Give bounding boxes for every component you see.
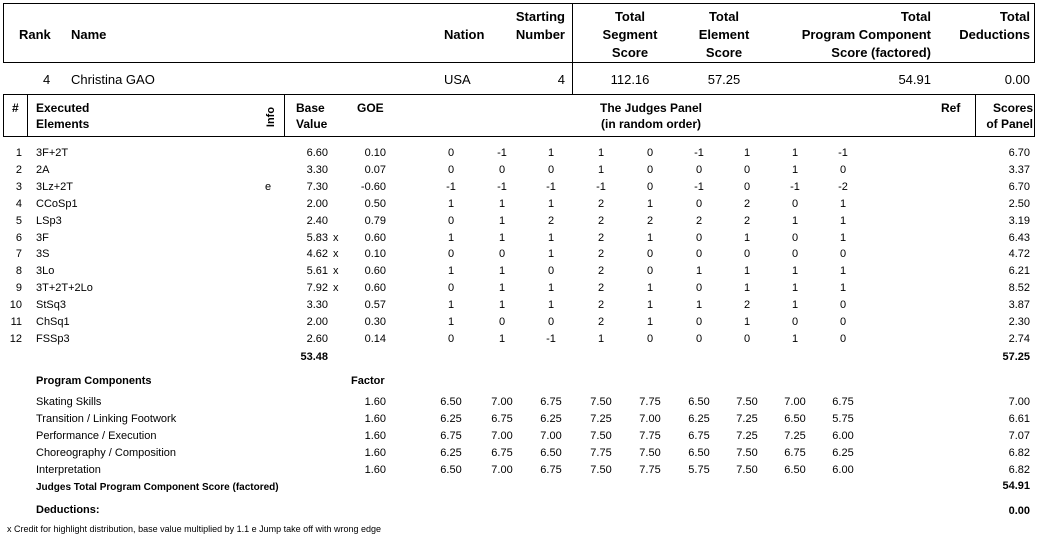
element-judge-score: 1 <box>791 265 799 278</box>
elements-col-divider-2 <box>284 94 285 137</box>
elements-col-divider-1 <box>27 94 28 137</box>
component-judge-score: 6.50 <box>688 396 710 408</box>
component-judge-score: 6.25 <box>440 413 462 425</box>
element-bonus-mark: x <box>333 248 339 261</box>
element-judge-score: 1 <box>498 231 506 244</box>
component-judge-score: 7.75 <box>639 464 661 476</box>
component-judge-score: 6.75 <box>540 396 562 408</box>
element-bonus-mark: x <box>333 265 339 278</box>
component-judge-score: 7.00 <box>491 430 513 442</box>
component-judge-score: 7.50 <box>590 464 612 476</box>
element-panel-score: 2.50 <box>1008 197 1030 210</box>
element-judge-score: 1 <box>791 214 799 227</box>
element-judge-score: 2 <box>547 214 555 227</box>
element-number: 9 <box>15 282 22 295</box>
element-panel-score: 6.43 <box>1008 231 1030 244</box>
executed-elements-header: Executed Elements <box>36 101 90 131</box>
element-judge-score: -2 <box>838 180 848 193</box>
component-judge-score: 7.00 <box>639 413 661 425</box>
component-factor: 1.60 <box>364 430 386 442</box>
component-judge-score: 5.75 <box>688 464 710 476</box>
component-judge-score: 6.75 <box>540 464 562 476</box>
component-judge-score: 6.75 <box>832 396 854 408</box>
element-judge-score: 1 <box>839 282 847 295</box>
element-judge-score: 1 <box>791 299 799 312</box>
element-judge-score: 0 <box>646 180 654 193</box>
element-judge-score: 2 <box>743 197 751 210</box>
element-judge-score: 1 <box>498 332 506 345</box>
component-judge-score: 6.75 <box>491 447 513 459</box>
goe-header: GOE <box>357 101 384 115</box>
component-judge-score: 6.25 <box>540 413 562 425</box>
element-judge-score: 2 <box>597 316 605 328</box>
component-judge-score: 6.50 <box>540 447 562 459</box>
pcs-total-value: 54.91 <box>1002 480 1030 492</box>
total-element-score-header: Total Element Score <box>698 9 750 60</box>
component-panel-score: 7.00 <box>1008 396 1030 408</box>
factor-header: Factor <box>351 375 385 387</box>
element-name: ChSq1 <box>36 316 70 328</box>
element-number: 1 <box>15 147 22 159</box>
element-panel-score: 6.21 <box>1008 265 1030 278</box>
element-name: 3T+2T+2Lo <box>36 282 93 295</box>
program-components-header: Program Components <box>36 375 152 387</box>
elements-score-total: 57.25 <box>1002 351 1030 363</box>
component-judge-score: 6.50 <box>784 413 806 425</box>
element-judge-score: 0 <box>646 147 654 159</box>
elements-col-divider-3 <box>975 94 976 137</box>
component-name: Skating Skills <box>36 396 102 408</box>
element-judge-score: 1 <box>791 282 799 295</box>
element-base-value: 2.00 <box>306 197 328 210</box>
component-judge-score: 7.25 <box>736 430 758 442</box>
element-judge-score: 0 <box>447 332 455 345</box>
skater-total-element-score: 57.25 <box>707 72 741 87</box>
element-judge-score: 1 <box>547 282 555 295</box>
element-name: 3Lo <box>36 265 55 278</box>
component-judge-score: 7.25 <box>590 413 612 425</box>
component-panel-score: 7.07 <box>1008 430 1030 442</box>
element-bonus-mark: x <box>333 282 339 295</box>
element-judge-score: 1 <box>743 282 751 295</box>
element-judge-score: 0 <box>791 316 799 328</box>
element-panel-score: 2.74 <box>1008 332 1030 345</box>
element-judge-score: 0 <box>547 316 555 328</box>
component-judge-score: 7.25 <box>784 430 806 442</box>
skater-starting-number: 4 <box>557 72 565 87</box>
element-name: StSq3 <box>36 299 66 312</box>
element-base-value: 7.30 <box>306 180 328 193</box>
rank-header: Rank <box>19 27 51 42</box>
element-panel-score: 6.70 <box>1008 180 1030 193</box>
nation-header: Nation <box>444 27 485 42</box>
element-judge-score: 0 <box>791 197 799 210</box>
element-judge-score: 1 <box>743 231 751 244</box>
pcs-total-label: Judges Total Program Component Score (factored) <box>36 482 279 493</box>
skater-total-pcs: 54.91 <box>898 72 931 87</box>
element-judge-score: 0 <box>695 163 703 176</box>
element-judge-score: 1 <box>646 299 654 312</box>
component-judge-score: 7.75 <box>639 396 661 408</box>
element-judge-score: 0 <box>447 214 455 227</box>
element-goe: 0.60 <box>364 282 386 295</box>
element-base-value: 3.30 <box>306 299 328 312</box>
element-judge-score: 0 <box>791 231 799 244</box>
element-judge-score: -1 <box>446 180 456 193</box>
element-judge-score: 1 <box>839 265 847 278</box>
element-judge-score: 0 <box>695 332 703 345</box>
component-factor: 1.60 <box>364 396 386 408</box>
element-base-value: 2.60 <box>306 332 328 345</box>
starting-number-header: Starting Number <box>515 9 565 42</box>
element-judge-score: 1 <box>597 163 605 176</box>
element-judge-score: 0 <box>646 163 654 176</box>
element-judge-score: 2 <box>597 214 605 227</box>
component-name: Choreography / Composition <box>36 447 177 459</box>
element-goe: 0.50 <box>364 197 386 210</box>
element-judge-score: 0 <box>743 180 751 193</box>
element-judge-score: 0 <box>839 316 847 328</box>
skater-nation: USA <box>444 72 471 87</box>
element-panel-score: 3.19 <box>1008 214 1030 227</box>
component-judge-score: 6.75 <box>688 430 710 442</box>
element-judge-score: 1 <box>447 197 455 210</box>
element-base-value: 2.00 <box>306 316 328 328</box>
element-name: 3F <box>36 231 49 244</box>
component-judge-score: 7.00 <box>491 396 513 408</box>
element-judge-score: 0 <box>743 163 751 176</box>
element-goe: 0.10 <box>364 248 386 261</box>
element-judge-score: 1 <box>447 316 455 328</box>
element-judge-score: 0 <box>743 332 751 345</box>
element-judge-score: 0 <box>791 248 799 261</box>
element-judge-score: 0 <box>646 265 654 278</box>
component-judge-score: 6.00 <box>832 464 854 476</box>
element-judge-score: 1 <box>743 147 751 159</box>
component-judge-score: 7.50 <box>639 447 661 459</box>
element-judge-score: 2 <box>597 248 605 261</box>
element-judge-score: 0 <box>839 299 847 312</box>
element-number-header: # <box>12 101 19 115</box>
element-base-value: 5.61 <box>306 265 328 278</box>
component-judge-score: 7.75 <box>590 447 612 459</box>
element-number: 12 <box>9 332 22 345</box>
element-judge-score: 1 <box>646 282 654 295</box>
element-judge-score: 1 <box>447 231 455 244</box>
component-judge-score: 6.50 <box>440 396 462 408</box>
element-goe: 0.10 <box>364 147 386 159</box>
element-judge-score: 1 <box>498 197 506 210</box>
element-panel-score: 6.70 <box>1008 147 1030 159</box>
skater-total-segment-score: 112.16 <box>610 72 650 87</box>
element-judge-score: 2 <box>743 214 751 227</box>
element-judge-score: 1 <box>498 299 506 312</box>
component-judge-score: 7.25 <box>736 413 758 425</box>
element-judge-score: 1 <box>646 197 654 210</box>
element-judge-score: 0 <box>839 163 847 176</box>
element-judge-score: -1 <box>694 180 704 193</box>
element-judge-score: 2 <box>597 299 605 312</box>
element-judge-score: 1 <box>498 265 506 278</box>
total-deductions-header: Total Deductions <box>959 9 1030 42</box>
element-number: 10 <box>9 299 22 312</box>
element-base-value: 5.83 <box>306 231 328 244</box>
element-judge-score: -1 <box>838 147 848 159</box>
element-judge-score: 0 <box>447 147 455 159</box>
element-judge-score: 0 <box>447 282 455 295</box>
component-judge-score: 7.00 <box>784 396 806 408</box>
element-judge-score: 1 <box>839 231 847 244</box>
total-segment-score-header: Total Segment Score <box>602 9 658 60</box>
element-number: 7 <box>15 248 22 261</box>
element-number: 11 <box>10 316 22 328</box>
element-judge-score: 2 <box>597 282 605 295</box>
skater-total-deductions: 0.00 <box>1004 72 1030 87</box>
component-judge-score: 7.75 <box>639 430 661 442</box>
component-judge-score: 7.50 <box>590 430 612 442</box>
element-judge-score: 0 <box>447 248 455 261</box>
element-judge-score: 2 <box>743 299 751 312</box>
element-number: 8 <box>15 265 22 278</box>
element-judge-score: 1 <box>547 147 555 159</box>
element-judge-score: 1 <box>597 332 605 345</box>
element-judge-score: -1 <box>546 332 556 345</box>
element-goe: 0.60 <box>364 265 386 278</box>
element-judge-score: 0 <box>839 248 847 261</box>
deductions-value: 0.00 <box>1008 505 1030 517</box>
element-judge-score: 2 <box>695 214 703 227</box>
elements-header-box <box>3 94 1035 137</box>
element-goe: 0.07 <box>364 163 386 176</box>
component-name: Interpretation <box>36 464 101 476</box>
footnote: x Credit for highlight distribution, base value multiplied by 1.1 e Jump take off with wrong edge <box>7 524 382 534</box>
element-bonus-mark: x <box>333 231 339 244</box>
deductions-label: Deductions: <box>36 504 100 516</box>
skater-rank: 4 <box>43 72 51 87</box>
element-goe: -0.60 <box>360 180 386 193</box>
component-name: Transition / Linking Footwork <box>36 413 177 425</box>
element-judge-score: -1 <box>497 180 507 193</box>
component-panel-score: 6.82 <box>1008 447 1030 459</box>
component-judge-score: 6.50 <box>784 464 806 476</box>
element-info: e <box>265 180 272 193</box>
element-base-value: 3.30 <box>306 163 328 176</box>
element-judge-score: 2 <box>597 265 605 278</box>
element-name: 3S <box>36 248 50 261</box>
element-number: 4 <box>15 197 22 210</box>
element-panel-score: 3.87 <box>1008 299 1030 312</box>
component-judge-score: 6.50 <box>688 447 710 459</box>
name-header: Name <box>71 27 107 42</box>
element-judge-score: -1 <box>694 147 704 159</box>
element-judge-score: 2 <box>646 214 654 227</box>
element-panel-score: 3.37 <box>1008 163 1030 176</box>
element-judge-score: 1 <box>839 214 847 227</box>
element-judge-score: -1 <box>790 180 800 193</box>
judges-panel-header: The Judges Panel (in random order) <box>599 101 703 131</box>
element-judge-score: 1 <box>791 332 799 345</box>
element-judge-score: 0 <box>839 332 847 345</box>
element-judge-score: 0 <box>498 316 506 328</box>
element-name: FSSp3 <box>36 332 70 345</box>
component-judge-score: 6.75 <box>784 447 806 459</box>
header-divider <box>572 3 573 94</box>
component-judge-score: 7.50 <box>590 396 612 408</box>
element-judge-score: 1 <box>695 299 703 312</box>
element-judge-score: -1 <box>546 180 556 193</box>
element-judge-score: 1 <box>743 265 751 278</box>
component-judge-score: 6.25 <box>832 447 854 459</box>
element-panel-score: 2.30 <box>1008 316 1030 328</box>
element-base-value: 2.40 <box>306 214 328 227</box>
element-name: CCoSp1 <box>36 197 78 210</box>
component-judge-score: 5.75 <box>832 413 854 425</box>
scores-of-panel-header: Scores of Panel <box>986 101 1033 131</box>
element-judge-score: 0 <box>498 248 506 261</box>
element-number: 6 <box>15 231 22 244</box>
element-judge-score: 0 <box>695 197 703 210</box>
element-judge-score: 1 <box>447 299 455 312</box>
element-number: 2 <box>15 163 22 176</box>
element-goe: 0.30 <box>364 316 386 328</box>
component-name: Performance / Execution <box>36 430 157 442</box>
element-name: 3Lz+2T <box>36 180 73 193</box>
skater-name: Christina GAO <box>71 72 155 87</box>
element-judge-score: 1 <box>547 231 555 244</box>
element-panel-score: 8.52 <box>1008 282 1030 295</box>
element-judge-score: 1 <box>498 282 506 295</box>
element-judge-score: 1 <box>791 147 799 159</box>
total-pcs-header: Total Program Component Score (factored) <box>801 9 931 60</box>
component-panel-score: 6.61 <box>1008 413 1030 425</box>
element-name: 2A <box>36 163 50 176</box>
ref-header: Ref <box>941 101 961 115</box>
element-judge-score: 0 <box>695 248 703 261</box>
component-judge-score: 7.00 <box>491 464 513 476</box>
element-number: 3 <box>15 180 22 193</box>
element-judge-score: 0 <box>695 316 703 328</box>
component-factor: 1.60 <box>364 447 386 459</box>
element-judge-score: 1 <box>547 197 555 210</box>
element-judge-score: 1 <box>791 163 799 176</box>
element-panel-score: 4.72 <box>1008 248 1030 261</box>
component-judge-score: 6.25 <box>688 413 710 425</box>
element-judge-score: 0 <box>743 248 751 261</box>
element-base-value: 7.92 <box>306 282 328 295</box>
element-goe: 0.57 <box>364 299 386 312</box>
element-name: 3F+2T <box>36 147 69 159</box>
element-judge-score: 1 <box>447 265 455 278</box>
element-judge-score: 1 <box>839 197 847 210</box>
element-base-value: 6.60 <box>306 147 328 159</box>
element-judge-score: 0 <box>547 163 555 176</box>
element-judge-score: 1 <box>597 147 605 159</box>
element-judge-score: 1 <box>547 299 555 312</box>
element-goe: 0.14 <box>364 332 386 345</box>
element-base-value: 4.62 <box>306 248 328 261</box>
element-name: LSp3 <box>36 214 62 227</box>
component-judge-score: 6.00 <box>832 430 854 442</box>
base-value-total: 53.48 <box>300 351 328 363</box>
element-judge-score: 0 <box>646 248 654 261</box>
element-goe: 0.60 <box>364 231 386 244</box>
element-judge-score: 1 <box>646 231 654 244</box>
element-goe: 0.79 <box>364 214 386 227</box>
component-panel-score: 6.82 <box>1008 464 1030 476</box>
element-judge-score: 2 <box>597 231 605 244</box>
element-judge-score: 0 <box>646 332 654 345</box>
component-judge-score: 6.75 <box>491 413 513 425</box>
component-factor: 1.60 <box>364 413 386 425</box>
element-judge-score: 2 <box>597 197 605 210</box>
component-judge-score: 6.75 <box>440 430 462 442</box>
element-judge-score: 1 <box>547 248 555 261</box>
element-judge-score: -1 <box>497 147 507 159</box>
element-judge-score: 0 <box>498 163 506 176</box>
element-judge-score: 0 <box>547 265 555 278</box>
element-judge-score: 1 <box>646 316 654 328</box>
element-judge-score: 0 <box>695 231 703 244</box>
component-judge-score: 7.00 <box>540 430 562 442</box>
element-judge-score: 1 <box>498 214 506 227</box>
component-judge-score: 6.25 <box>440 447 462 459</box>
component-judge-score: 7.50 <box>736 464 758 476</box>
element-judge-score: 0 <box>695 282 703 295</box>
element-number: 5 <box>15 214 22 227</box>
info-header: Info <box>265 106 277 128</box>
element-judge-score: 1 <box>743 316 751 328</box>
component-judge-score: 6.50 <box>440 464 462 476</box>
component-factor: 1.60 <box>364 464 386 476</box>
base-value-header: Base Value <box>296 101 328 131</box>
component-judge-score: 7.50 <box>736 396 758 408</box>
element-judge-score: 0 <box>447 163 455 176</box>
component-judge-score: 7.50 <box>736 447 758 459</box>
element-judge-score: 1 <box>695 265 703 278</box>
element-judge-score: -1 <box>596 180 606 193</box>
